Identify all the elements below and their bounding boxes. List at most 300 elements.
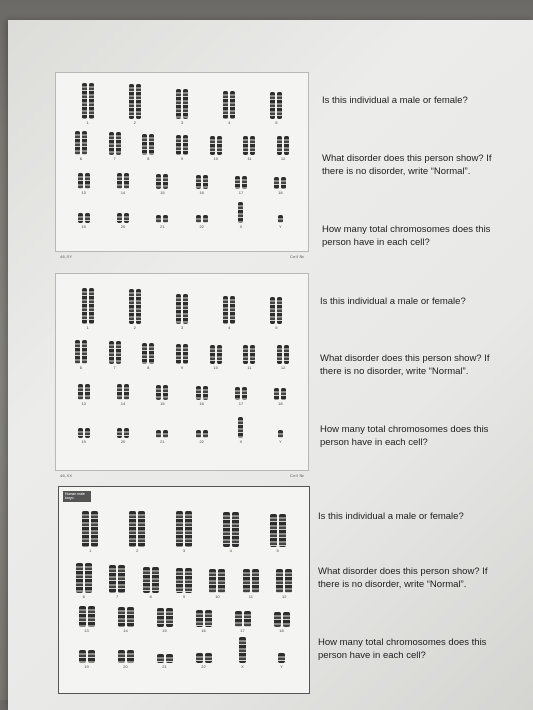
chromosome — [238, 202, 243, 223]
chromosome-number: 3 — [180, 120, 184, 125]
chromosome — [243, 136, 248, 155]
chromosome — [250, 136, 255, 155]
chromosome-number: 6 — [82, 594, 85, 599]
chromosome — [243, 345, 248, 364]
chromosome — [124, 384, 129, 400]
chromosome — [117, 384, 122, 400]
chromosome — [196, 175, 201, 189]
chromosome-pair-14 — [106, 601, 145, 633]
chromosome-number: 22 — [199, 439, 204, 444]
chromosome — [278, 430, 283, 438]
chromosome — [85, 384, 90, 400]
chromosome — [230, 91, 235, 119]
chromosome-number: 8 — [149, 594, 152, 599]
chromosome — [281, 388, 286, 400]
chromosome-number: 7 — [116, 594, 119, 599]
chromosome-number: X — [239, 224, 243, 229]
chromosome-pair-11 — [234, 561, 267, 599]
chromosome — [156, 174, 161, 189]
question-disorder-2a: What disorder does this person show? If — [320, 353, 490, 364]
karyotype-2 — [55, 273, 309, 478]
chromosome — [149, 134, 154, 155]
chromosome-pair-8 — [131, 125, 165, 161]
chromosome — [196, 430, 201, 438]
chromosome — [129, 84, 134, 119]
chromosome-pair-19 — [67, 637, 106, 669]
chromosome — [116, 341, 121, 364]
chromosome — [163, 215, 168, 223]
chromosome-pair-5 — [253, 284, 300, 330]
question-count-2b: person have in each cell? — [320, 437, 428, 448]
chromosome-number: 3 — [182, 548, 186, 553]
chromosome-pair-20 — [106, 637, 145, 669]
chromosome-number: 22 — [199, 224, 204, 229]
chromosome-number: 17 — [238, 401, 244, 406]
chromosome-pair-6 — [64, 332, 98, 370]
question-count-2a: How many total chromosomes does this — [320, 424, 489, 435]
question-count-3a: How many total chromosomes does this — [318, 637, 487, 648]
chromosome — [142, 134, 147, 155]
chromosome — [163, 430, 168, 438]
chromosome — [183, 294, 188, 324]
chromosome — [196, 610, 203, 627]
chromosome-number: X — [239, 439, 243, 444]
chromosome — [196, 215, 201, 223]
chromosome-number: 17 — [238, 190, 244, 195]
chromosome — [276, 569, 283, 593]
chromosome-pair-12 — [266, 332, 300, 370]
chromosome-number: 2 — [133, 120, 136, 125]
chromosome-pair-6 — [67, 561, 100, 599]
chromosome — [235, 176, 240, 189]
chromosome-number: 12 — [280, 365, 286, 370]
chromosome-number: 21 — [160, 439, 165, 444]
chromosome-pair-7 — [98, 332, 132, 370]
chromosome-pair-15 — [143, 374, 182, 406]
chromosome — [176, 89, 181, 119]
chromosome — [82, 511, 89, 547]
question-sex-1: Is this individual a male or female? — [322, 95, 468, 106]
chromosome-pair-Y — [262, 637, 301, 669]
chromosome — [277, 297, 282, 324]
chromosome-number: Y — [280, 664, 283, 669]
chromosome — [176, 344, 181, 364]
chromosome-number: 4 — [229, 548, 232, 553]
chromosome-number: 19 — [84, 664, 89, 669]
chromosome — [91, 511, 98, 547]
chromosome-pair-15 — [143, 165, 182, 195]
chromosome — [274, 177, 279, 189]
chromosome-pair-2 — [114, 511, 161, 553]
chromosome-number: Y — [278, 439, 282, 444]
chromosome-pair-17 — [221, 374, 260, 406]
chromosome — [142, 343, 147, 364]
chromosome-number: 10 — [215, 594, 220, 599]
chromosome-pair-14 — [103, 374, 142, 406]
chromosome — [78, 173, 83, 189]
chromosome — [127, 607, 134, 627]
chromosome — [185, 568, 192, 593]
chromosome-number: 9 — [182, 594, 186, 599]
question-count-1b: person have in each cell? — [322, 237, 430, 248]
chromosome — [223, 296, 228, 324]
chromosome — [124, 428, 129, 438]
chromosome-number: 5 — [275, 120, 278, 125]
chromosome — [284, 136, 289, 155]
chromosome-pair-X — [221, 201, 260, 229]
chromosome — [156, 215, 161, 223]
chromosome — [149, 343, 154, 364]
chromosome-pair-Y — [261, 414, 300, 444]
question-sex-3: Is this individual a male or female? — [318, 511, 464, 522]
chromosome-pair-10 — [201, 561, 234, 599]
chromosome — [118, 650, 125, 663]
chromosome-pair-1 — [64, 81, 111, 125]
chromosome-number: 1 — [86, 120, 89, 125]
chromosome — [118, 607, 125, 627]
chromosome-pair-5 — [254, 511, 301, 553]
chromosome-pair-8 — [134, 561, 167, 599]
chromosome — [277, 345, 282, 364]
chromosome — [250, 345, 255, 364]
chromosome — [85, 563, 92, 593]
chromosome-number: 9 — [180, 365, 184, 370]
karyotype-caption-right: Cell № — [289, 473, 304, 478]
chromosome — [283, 612, 290, 627]
chromosome-number: 16 — [199, 190, 204, 195]
chromosome — [232, 512, 239, 547]
chromosome — [82, 83, 87, 119]
chromosome-pair-21 — [145, 637, 184, 669]
chromosome — [218, 569, 225, 593]
chromosome — [238, 417, 243, 438]
chromosome — [78, 384, 83, 400]
chromosome — [209, 569, 216, 593]
chromosome-pair-19 — [64, 414, 103, 444]
chromosome-pair-X — [221, 414, 260, 444]
chromosome-pair-9 — [165, 125, 199, 161]
chromosome-number: 12 — [282, 594, 287, 599]
chromosome — [210, 345, 215, 364]
chromosome — [143, 567, 150, 593]
chromosome — [82, 340, 87, 364]
chromosome — [152, 567, 159, 593]
chromosome — [223, 512, 230, 547]
chromosome — [118, 565, 125, 593]
chromosome-number: 2 — [133, 325, 136, 330]
chromosome-number: 13 — [81, 401, 86, 406]
chromosome — [203, 430, 208, 438]
chromosome — [270, 297, 275, 324]
chromosome — [183, 344, 188, 364]
question-disorder-2b: there is no disorder, write “Normal”. — [320, 366, 469, 377]
chromosome — [75, 340, 80, 364]
chromosome — [217, 136, 222, 155]
chromosome — [183, 89, 188, 119]
question-disorder-1a: What disorder does this person show? If — [322, 153, 492, 164]
chromosome-pair-21 — [143, 201, 182, 229]
chromosome — [78, 428, 83, 438]
chromosome — [176, 511, 183, 547]
chromosome-pair-12 — [268, 561, 301, 599]
chromosome-number: 2 — [136, 548, 139, 553]
chromosome-pair-7 — [98, 125, 132, 161]
chromosome-pair-11 — [233, 332, 267, 370]
chromosome — [109, 132, 114, 155]
chromosome-pair-10 — [199, 125, 233, 161]
chromosome — [76, 563, 83, 593]
chromosome-pair-19 — [64, 201, 103, 229]
chromosome-number: 18 — [278, 401, 283, 406]
chromosome — [278, 653, 285, 663]
chromosome-number: 8 — [147, 156, 150, 161]
chromosome — [163, 174, 168, 189]
chromosome — [163, 385, 168, 400]
chromosome — [243, 569, 250, 593]
chromosome — [205, 653, 212, 663]
chromosome-number: X — [241, 664, 244, 669]
chromosome — [117, 213, 122, 223]
chromosome-pair-3 — [161, 511, 208, 553]
chromosome — [79, 650, 86, 663]
chromosome-number: 5 — [275, 325, 278, 330]
chromosome — [176, 294, 181, 324]
chromosome — [196, 653, 203, 663]
chromosome — [210, 136, 215, 155]
chromosome — [270, 92, 275, 119]
chromosome — [166, 608, 173, 627]
chromosome-number: 15 — [160, 401, 165, 406]
chromosome-pair-4 — [206, 81, 253, 125]
chromosome-number: 11 — [247, 365, 252, 370]
chromosome — [75, 131, 80, 155]
chromosome — [79, 606, 86, 627]
chromosome-pair-16 — [182, 165, 221, 195]
chromosome-number: 21 — [160, 224, 165, 229]
chromosome — [270, 514, 277, 547]
chromosome — [136, 289, 141, 324]
chromosome-number: 14 — [120, 401, 126, 406]
chromosome-pair-4 — [207, 511, 254, 553]
chromosome — [277, 92, 282, 119]
karyotype-caption-left: 46,XY — [60, 254, 73, 259]
chromosome — [166, 654, 173, 663]
chromosome — [82, 288, 87, 324]
chromosome — [196, 386, 201, 400]
chromosome-number: 5 — [276, 548, 279, 553]
chromosome-number: Y — [278, 224, 282, 229]
chromosome-pair-22 — [182, 414, 221, 444]
chromosome-number: 17 — [240, 628, 245, 633]
question-disorder-1b: there is no disorder, write “Normal”. — [322, 166, 471, 177]
chromosome-number: 4 — [228, 325, 231, 330]
chromosome-pair-17 — [221, 165, 260, 195]
chromosome-number: 9 — [180, 156, 184, 161]
question-sex-2: Is this individual a male or female? — [320, 296, 466, 307]
chromosome — [284, 345, 289, 364]
chromosome-pair-15 — [145, 601, 184, 633]
chromosome — [203, 386, 208, 400]
chromosome — [156, 430, 161, 438]
chromosome — [242, 176, 247, 189]
chromosome-number: 1 — [86, 325, 89, 330]
chromosome-pair-16 — [182, 374, 221, 406]
chromosome — [239, 637, 246, 663]
chromosome-number: 13 — [81, 190, 86, 195]
chromosome — [116, 132, 121, 155]
chromosome — [89, 83, 94, 119]
chromosome-pair-8 — [131, 332, 165, 370]
chromosome-pair-22 — [184, 637, 223, 669]
chromosome-pair-21 — [143, 414, 182, 444]
chromosome-pair-10 — [199, 332, 233, 370]
chromosome-number: 3 — [180, 325, 184, 330]
question-disorder-3b: there is no disorder, write “Normal”. — [318, 579, 467, 590]
chromosome-number: 15 — [160, 190, 165, 195]
chromosome-number: 16 — [199, 401, 204, 406]
question-count-3b: person have in each cell? — [318, 650, 426, 661]
chromosome — [157, 608, 164, 627]
chromosome — [82, 131, 87, 155]
chromosome-pair-13 — [64, 374, 103, 406]
chromosome — [203, 175, 208, 189]
chromosome-number: 6 — [79, 156, 82, 161]
chromosome — [157, 654, 164, 663]
chromosome — [124, 173, 129, 189]
chromosome — [138, 511, 145, 547]
chromosome — [109, 341, 114, 364]
chromosome-pair-2 — [111, 81, 158, 125]
chromosome — [127, 650, 134, 663]
chromosome-number: 14 — [120, 190, 126, 195]
chromosome — [279, 514, 286, 547]
chromosome — [85, 213, 90, 223]
chromosome-pair-18 — [261, 374, 300, 406]
chromosome — [217, 345, 222, 364]
chromosome-number: 10 — [213, 365, 218, 370]
chromosome — [223, 91, 228, 119]
chromosome — [117, 428, 122, 438]
chromosome — [129, 289, 134, 324]
chromosome-pair-3 — [158, 284, 205, 330]
chromosome-pair-9 — [167, 561, 200, 599]
chromosome-number: 19 — [81, 224, 86, 229]
chromosome — [274, 388, 279, 400]
chromosome — [244, 611, 251, 627]
chromosome — [285, 569, 292, 593]
chromosome-pair-13 — [67, 601, 106, 633]
chromosome — [176, 568, 183, 593]
chromosome-pair-6 — [64, 125, 98, 161]
chromosome-number: 11 — [247, 156, 252, 161]
chromosome-number: 14 — [123, 628, 128, 633]
chromosome — [203, 215, 208, 223]
chromosome — [252, 569, 259, 593]
karyotype-1 — [55, 72, 309, 259]
chromosome-number: 4 — [228, 120, 231, 125]
chromosome — [235, 611, 242, 627]
question-count-1a: How many total chromosomes does this — [322, 224, 491, 235]
chromosome-number: 12 — [280, 156, 286, 161]
chromosome-number: 7 — [113, 365, 116, 370]
chromosome-number: 22 — [201, 664, 206, 669]
chromosome — [205, 610, 212, 627]
chromosome-pair-9 — [165, 332, 199, 370]
chromosome-pair-13 — [64, 165, 103, 195]
chromosome-pair-3 — [158, 81, 205, 125]
chromosome — [85, 428, 90, 438]
chromosome — [242, 387, 247, 400]
chromosome — [129, 511, 136, 547]
chromosome-number: 20 — [123, 664, 128, 669]
chromosome-number: 21 — [162, 664, 167, 669]
chromosome-pair-14 — [103, 165, 142, 195]
chromosome-pair-11 — [233, 125, 267, 161]
chromosome-pair-22 — [182, 201, 221, 229]
chromosome-number: 8 — [147, 365, 150, 370]
chromosome-pair-1 — [67, 511, 114, 553]
chromosome — [156, 385, 161, 400]
chromosome-number: 13 — [84, 628, 89, 633]
chromosome — [235, 387, 240, 400]
chromosome — [88, 650, 95, 663]
chromosome — [109, 565, 116, 593]
chromosome — [117, 173, 122, 189]
chromosome-number: 16 — [201, 628, 206, 633]
chromosome — [278, 215, 283, 223]
chromosome-pair-12 — [266, 125, 300, 161]
chromosome-pair-16 — [184, 601, 223, 633]
chromosome-number: 18 — [279, 628, 284, 633]
chromosome — [274, 612, 281, 627]
chromosome-pair-20 — [103, 414, 142, 444]
chromosome — [281, 177, 286, 189]
chromosome-pair-7 — [100, 561, 133, 599]
chromosome-pair-2 — [111, 284, 158, 330]
chromosome — [136, 84, 141, 119]
chromosome-number: 7 — [113, 156, 116, 161]
chromosome-pair-17 — [223, 601, 262, 633]
chromosome-number: 19 — [81, 439, 86, 444]
chromosome — [183, 135, 188, 155]
chromosome-number: 20 — [120, 224, 126, 229]
chromosome-pair-1 — [64, 284, 111, 330]
chromosome — [88, 606, 95, 627]
chromosome — [230, 296, 235, 324]
chromosome-pair-4 — [206, 284, 253, 330]
chromosome-pair-20 — [103, 201, 142, 229]
question-disorder-3a: What disorder does this person show? If — [318, 566, 488, 577]
chromosome — [277, 136, 282, 155]
chromosome — [85, 173, 90, 189]
chromosome-pair-X — [223, 637, 262, 669]
chromosome — [185, 511, 192, 547]
chromosome-pair-Y — [261, 201, 300, 229]
chromosome-number: 6 — [79, 365, 82, 370]
chromosome-pair-18 — [262, 601, 301, 633]
karyotype-caption-left: 46,XX — [60, 473, 73, 478]
karyotype-3 — [58, 486, 310, 694]
chromosome-number: 18 — [278, 190, 283, 195]
chromosome-pair-5 — [253, 81, 300, 125]
chromosome — [124, 213, 129, 223]
karyotype-caption-right: Cell № — [289, 254, 304, 259]
chromosome-number: 10 — [213, 156, 218, 161]
chromosome-number: 11 — [248, 594, 253, 599]
chromosome — [176, 135, 181, 155]
chromosome-pair-18 — [261, 165, 300, 195]
chromosome-number: 15 — [162, 628, 167, 633]
